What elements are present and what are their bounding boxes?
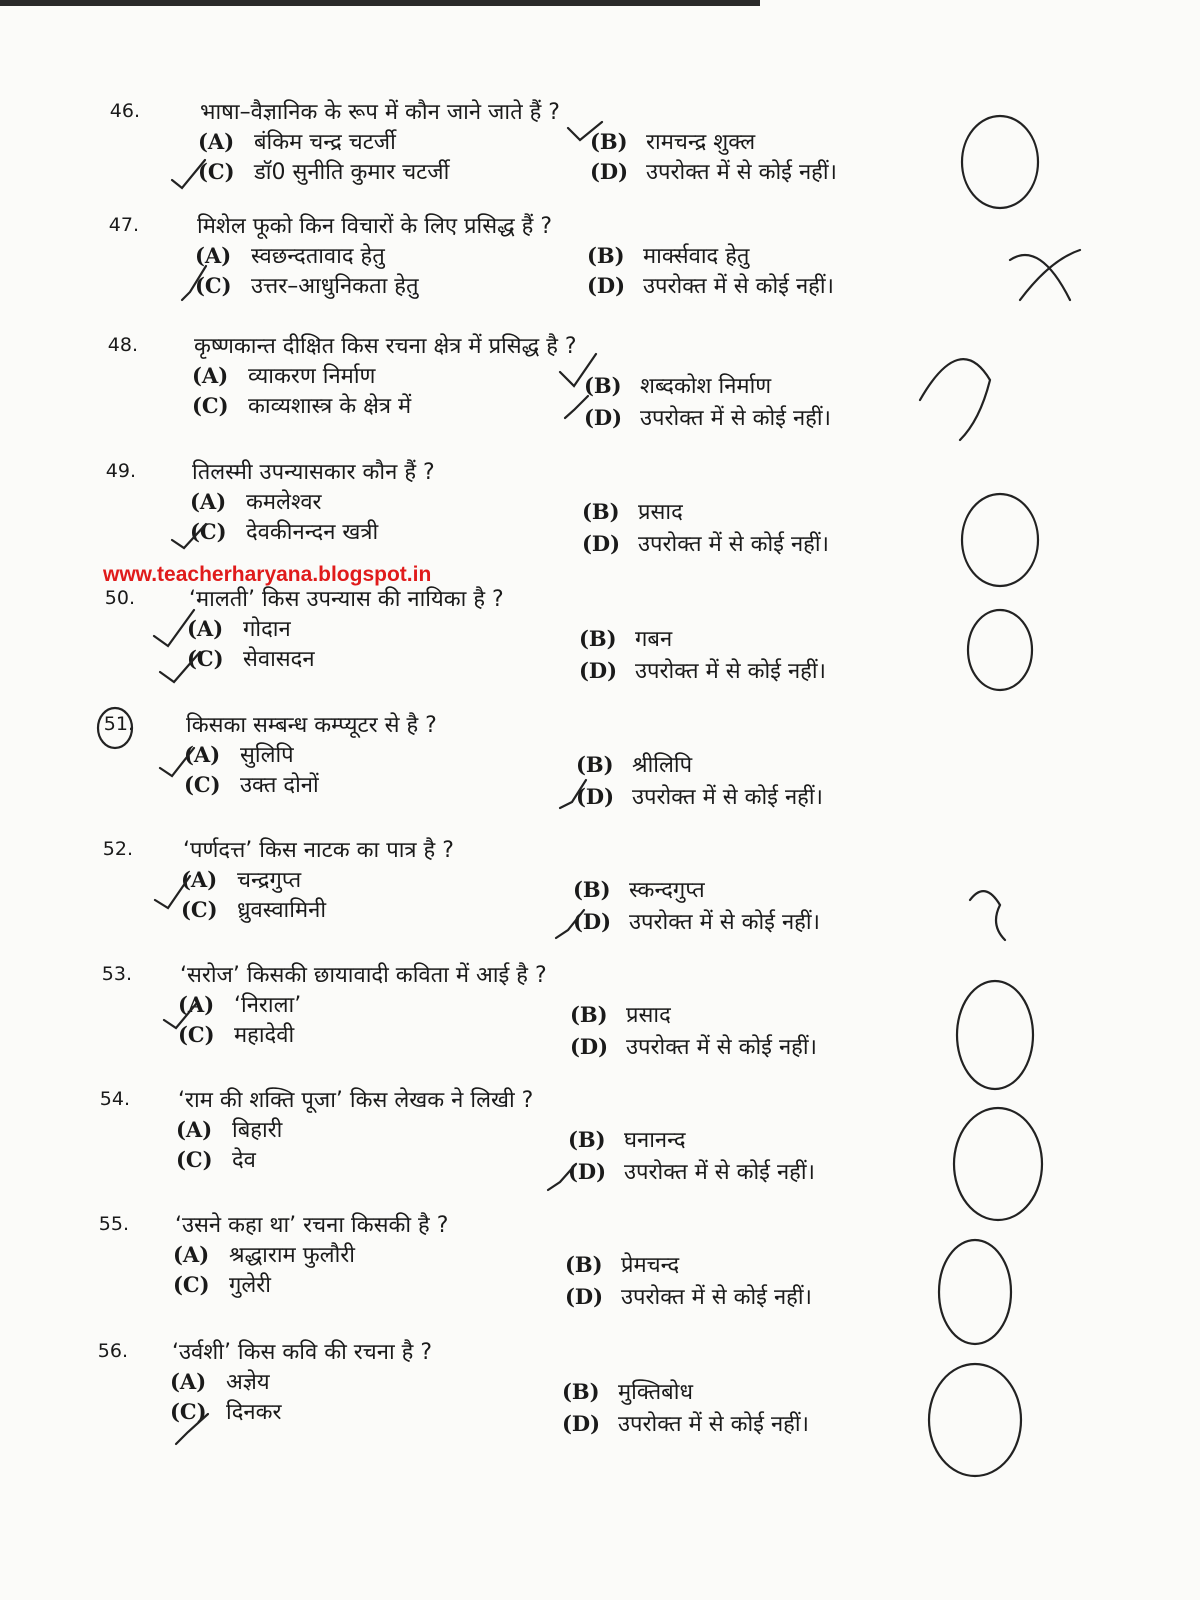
option-text: उक्त दोनों [240, 773, 319, 798]
option-label-a: (A) [173, 1242, 210, 1267]
option-d[interactable] [573, 906, 820, 936]
option-text: व्याकरण निर्माण [248, 364, 376, 389]
option-label-c: (C) [181, 897, 218, 922]
top-border-line [0, 0, 760, 6]
option-text: अज्ञेय [226, 1370, 270, 1395]
option-label-d: (D) [590, 159, 629, 184]
option-c[interactable] [192, 390, 411, 420]
option-label-d: (D) [576, 784, 615, 809]
option-b[interactable] [570, 999, 671, 1029]
option-b[interactable] [587, 240, 749, 270]
option-b[interactable] [582, 496, 683, 526]
option-text: उपरोक्त में से कोई नहीं। [638, 532, 829, 557]
option-b[interactable] [579, 623, 672, 653]
question-47 [0, 214, 1200, 334]
option-d[interactable] [568, 1156, 815, 1186]
question-text: किसका सम्बन्ध कम्प्यूटर से है ? [186, 713, 437, 738]
option-text: कमलेश्वर [246, 490, 322, 515]
option-a[interactable] [187, 613, 291, 643]
option-label-b: (B) [590, 129, 628, 154]
question-number: 48. [107, 334, 138, 356]
option-label-c: (C) [170, 1399, 207, 1424]
option-label-a: (A) [190, 489, 227, 514]
option-d[interactable] [576, 781, 823, 811]
question-number: 46. [109, 100, 140, 122]
option-label-b: (B) [576, 752, 614, 777]
option-c[interactable] [176, 1144, 256, 1174]
option-b[interactable] [573, 874, 705, 904]
option-d[interactable] [562, 1408, 809, 1438]
question-54 [0, 1088, 1200, 1208]
option-c[interactable] [195, 270, 419, 300]
option-text: प्रसाद [626, 1003, 671, 1028]
option-text: देव [232, 1148, 256, 1173]
option-text: स्वछन्दतावाद हेतु [251, 244, 385, 269]
option-label-a: (A) [187, 616, 224, 641]
option-a[interactable] [190, 486, 322, 516]
option-label-d: (D) [565, 1284, 604, 1309]
option-text: उपरोक्त में से कोई नहीं। [632, 785, 823, 810]
option-text: उत्तर–आधुनिकता हेतु [251, 274, 419, 299]
option-label-c: (C) [198, 159, 235, 184]
option-c[interactable] [181, 894, 326, 924]
option-text: ‘निराला’ [234, 993, 302, 1018]
option-label-d: (D) [582, 531, 621, 556]
option-text: सेवासदन [243, 647, 315, 672]
option-c[interactable] [190, 516, 378, 546]
question-51 [0, 713, 1200, 833]
option-text: देवकीनन्दन खत्री [246, 520, 379, 545]
option-b[interactable] [584, 370, 771, 400]
option-label-c: (C) [184, 772, 221, 797]
option-label-c: (C) [190, 519, 227, 544]
option-d[interactable] [570, 1031, 817, 1061]
option-c[interactable] [170, 1396, 281, 1426]
option-text: गुलेरी [229, 1273, 271, 1298]
option-text: उपरोक्त में से कोई नहीं। [629, 910, 820, 935]
option-text: महादेवी [234, 1023, 295, 1048]
option-text: उपरोक्त में से कोई नहीं। [624, 1160, 815, 1185]
option-label-c: (C) [195, 273, 232, 298]
question-number: 55. [98, 1213, 129, 1235]
question-number: 54. [99, 1088, 130, 1110]
question-number: 51. [103, 713, 134, 735]
question-53 [0, 963, 1200, 1083]
option-label-a: (A) [176, 1117, 213, 1142]
option-label-d: (D) [579, 658, 618, 683]
option-text: प्रेमचन्द [621, 1253, 680, 1278]
question-text: ‘उसने कहा था’ रचना किसकी है ? [175, 1213, 449, 1238]
option-b[interactable] [576, 749, 692, 779]
question-text: कृष्णकान्त दीक्षित किस रचना क्षेत्र में प्रसिद्ध है ? [194, 334, 577, 359]
option-d[interactable] [587, 270, 834, 300]
option-label-a: (A) [198, 129, 235, 154]
option-label-c: (C) [173, 1272, 210, 1297]
option-label-b: (B) [573, 877, 611, 902]
option-label-a: (A) [192, 363, 229, 388]
option-label-b: (B) [562, 1379, 600, 1404]
option-label-d: (D) [587, 273, 626, 298]
question-50 [0, 587, 1200, 707]
option-text: उपरोक्त में से कोई नहीं। [626, 1035, 817, 1060]
option-label-c: (C) [178, 1022, 215, 1047]
option-a[interactable] [173, 1239, 355, 1269]
question-text: ‘पर्णदत्त’ किस नाटक का पात्र है ? [183, 838, 454, 863]
question-text: ‘मालती’ किस उपन्यास की नायिका है ? [189, 587, 504, 612]
option-label-a: (A) [181, 867, 218, 892]
question-48 [0, 334, 1200, 454]
option-b[interactable] [562, 1376, 693, 1406]
option-text: चन्द्रगुप्त [237, 868, 302, 893]
option-label-c: (C) [192, 393, 229, 418]
option-label-b: (B) [584, 373, 622, 398]
option-a[interactable] [178, 989, 301, 1019]
option-a[interactable] [198, 126, 396, 156]
option-label-d: (D) [570, 1034, 609, 1059]
option-a[interactable] [176, 1114, 282, 1144]
option-text: उपरोक्त में से कोई नहीं। [635, 659, 826, 684]
option-label-a: (A) [178, 992, 215, 1017]
option-c[interactable] [198, 156, 449, 186]
option-label-c: (C) [187, 646, 224, 671]
option-text: गोदान [243, 617, 291, 642]
option-text: गबन [635, 627, 673, 652]
option-a[interactable] [184, 739, 294, 769]
question-55 [0, 1213, 1200, 1333]
question-number: 53. [101, 963, 132, 985]
option-label-b: (B) [579, 626, 617, 651]
option-c[interactable] [178, 1019, 294, 1049]
option-text: मार्क्सवाद हेतु [643, 244, 750, 269]
option-text: श्रद्धाराम फुलौरी [229, 1243, 355, 1268]
option-text: उपरोक्त में से कोई नहीं। [621, 1285, 812, 1310]
option-a[interactable] [195, 240, 385, 270]
watermark-url: www.teacherharyana.blogspot.in [103, 563, 432, 586]
option-label-b: (B) [568, 1127, 606, 1152]
option-d[interactable] [565, 1281, 812, 1311]
option-label-d: (D) [562, 1411, 601, 1436]
question-number: 49. [105, 460, 136, 482]
question-text: ‘उर्वशी’ किस कवि की रचना है ? [172, 1340, 433, 1365]
option-text: रामचन्द्र शुक्ल [646, 130, 756, 155]
option-b[interactable] [590, 126, 755, 156]
option-label-b: (B) [565, 1252, 603, 1277]
option-label-b: (B) [582, 499, 620, 524]
option-text: स्कन्दगुप्त [629, 878, 705, 903]
option-text: उपरोक्त में से कोई नहीं। [640, 406, 831, 431]
question-number: 52. [102, 838, 133, 860]
question-text: भाषा–वैज्ञानिक के रूप में कौन जाने जाते हैं ? [200, 100, 560, 125]
option-text: मुक्तिबोध [618, 1380, 693, 1405]
option-text: ध्रुवस्वामिनी [237, 898, 327, 923]
option-label-a: (A) [170, 1369, 207, 1394]
option-label-c: (C) [176, 1147, 213, 1172]
question-text: ‘सरोज’ किसकी छायावादी कविता में आई है ? [180, 963, 547, 988]
option-label-b: (B) [587, 243, 625, 268]
option-a[interactable] [181, 864, 301, 894]
option-label-a: (A) [184, 742, 221, 767]
question-number: 56. [97, 1340, 128, 1362]
option-label-b: (B) [570, 1002, 608, 1027]
question-46 [0, 100, 1200, 220]
option-c[interactable] [173, 1269, 271, 1299]
option-text: दिनकर [226, 1400, 282, 1425]
question-49 [0, 460, 1200, 580]
option-label-a: (A) [195, 243, 232, 268]
option-text: प्रसाद [638, 500, 683, 525]
option-a[interactable] [192, 360, 375, 390]
option-text: काव्यशास्त्र के क्षेत्र में [248, 394, 412, 419]
option-text: बंकिम चन्द्र चटर्जी [254, 130, 396, 155]
option-text: सुलिपि [240, 743, 294, 768]
option-text: उपरोक्त में से कोई नहीं। [646, 160, 837, 185]
option-text: उपरोक्त में से कोई नहीं। [618, 1412, 809, 1437]
question-number: 50. [104, 587, 135, 609]
question-56 [0, 1340, 1200, 1460]
option-label-d: (D) [584, 405, 623, 430]
option-text: बिहारी [232, 1118, 283, 1143]
option-b[interactable] [568, 1124, 686, 1154]
option-text: घनानन्द [624, 1128, 686, 1153]
option-a[interactable] [170, 1366, 270, 1396]
question-52 [0, 838, 1200, 958]
option-d[interactable] [582, 528, 829, 558]
option-text: उपरोक्त में से कोई नहीं। [643, 274, 834, 299]
option-d[interactable] [590, 156, 837, 186]
question-number: 47. [108, 214, 139, 236]
option-c[interactable] [187, 643, 315, 673]
option-text: श्रीलिपि [632, 753, 693, 778]
option-d[interactable] [584, 402, 831, 432]
option-d[interactable] [579, 655, 826, 685]
option-text: शब्दकोश निर्माण [640, 374, 772, 399]
option-text: डॉ0 सुनीति कुमार चटर्जी [254, 160, 450, 185]
question-text: ‘राम की शक्ति पूजा’ किस लेखक ने लिखी ? [178, 1088, 534, 1113]
question-text: तिलस्मी उपन्यासकार कौन हैं ? [192, 460, 435, 485]
option-c[interactable] [184, 769, 319, 799]
option-label-d: (D) [573, 909, 612, 934]
option-b[interactable] [565, 1249, 679, 1279]
option-label-d: (D) [568, 1159, 607, 1184]
question-text: मिशेल फूको किन विचारों के लिए प्रसिद्ध हैं ? [197, 214, 553, 239]
